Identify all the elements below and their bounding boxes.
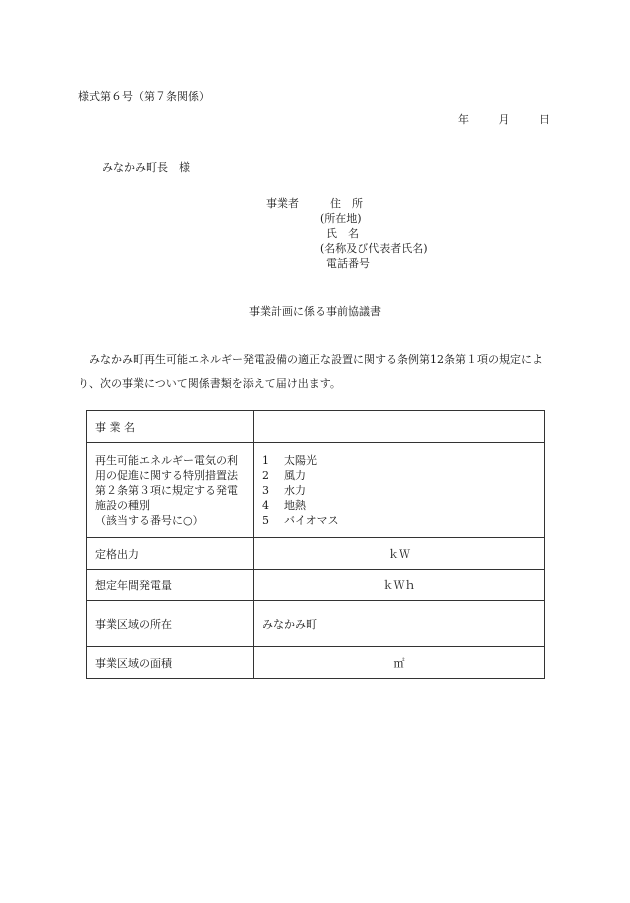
facility-type-options: [254, 443, 545, 538]
table-row-rated-output: [87, 538, 545, 570]
facility-type-label-line: 施設の種別: [95, 498, 150, 512]
option-number: 5: [262, 513, 269, 527]
applicant-address-label: 住 所: [330, 197, 363, 210]
date-year: 年: [458, 113, 469, 126]
facility-type-label-line: 用の促進に関する特別措置法: [95, 468, 238, 482]
option-name: 地熱: [284, 498, 306, 512]
applicant-rep-name-label: (名称及び代表者氏名): [320, 242, 428, 255]
rated-output-label: 定格出力: [87, 538, 254, 570]
applicant-phone-label: 電話番号: [326, 257, 370, 270]
facility-type-label-line: 再生可能エネルギー電気の利: [95, 453, 238, 467]
table-row-location: [87, 601, 545, 647]
date-month: 月: [498, 113, 510, 126]
date-day: 日: [539, 113, 550, 126]
location-label: 事業区域の所在: [87, 601, 254, 647]
option-name: 太陽光: [284, 453, 317, 467]
option-number: 1: [262, 453, 269, 467]
option-name: 風力: [284, 468, 306, 482]
table-row-area: [87, 647, 545, 679]
facility-type-option[interactable]: [262, 513, 536, 528]
facility-type-label: [87, 443, 254, 538]
area-unit: ㎡: [254, 647, 545, 679]
project-name-label: 事 業 名: [87, 411, 254, 443]
option-name: バイオマス: [284, 513, 339, 527]
project-name-value: [254, 411, 545, 443]
facility-type-option[interactable]: [262, 483, 536, 498]
applicant-location-label: (所在地): [320, 212, 362, 225]
facility-type-option[interactable]: [262, 498, 536, 513]
table-row-project-name: [87, 411, 545, 443]
facility-type-label-line: （該当する番号に○）: [95, 513, 204, 527]
applicant-role: 事業者: [266, 197, 299, 210]
location-value: みなかみ町: [254, 601, 545, 647]
applicant-name-label: 氏 名: [326, 227, 359, 240]
facility-type-label-line: 第２条第３項に規定する発電: [95, 483, 238, 497]
document-title: 事業計画に係る事前協議書: [249, 305, 381, 318]
addressee: みなかみ町長 様: [102, 161, 190, 174]
option-number: 4: [262, 498, 269, 512]
option-number: 2: [262, 468, 269, 482]
date-line: [432, 111, 550, 127]
facility-type-option[interactable]: [262, 468, 536, 483]
option-number: 3: [262, 483, 269, 497]
form-number: 様式第６号（第７条関係）: [78, 90, 210, 103]
area-label: 事業区域の面積: [87, 647, 254, 679]
applicant-block: [266, 196, 428, 271]
body-paragraph: みなかみ町再生可能エネルギー発電設備の適正な設置に関する条例第12条第１項の規定により、次の事業について関係書類を添えて届け出ます。: [78, 353, 543, 390]
option-name: 水力: [284, 483, 306, 497]
table-row-facility-type: [87, 443, 545, 538]
facility-type-option[interactable]: [262, 453, 536, 468]
rated-output-unit: ｋＷ: [254, 538, 545, 570]
body-text: [78, 348, 550, 396]
project-info-table: [86, 410, 545, 679]
annual-generation-label: 想定年間発電量: [87, 570, 254, 601]
annual-generation-unit: ｋＷｈ: [254, 570, 545, 601]
table-row-annual-generation: [87, 570, 545, 601]
